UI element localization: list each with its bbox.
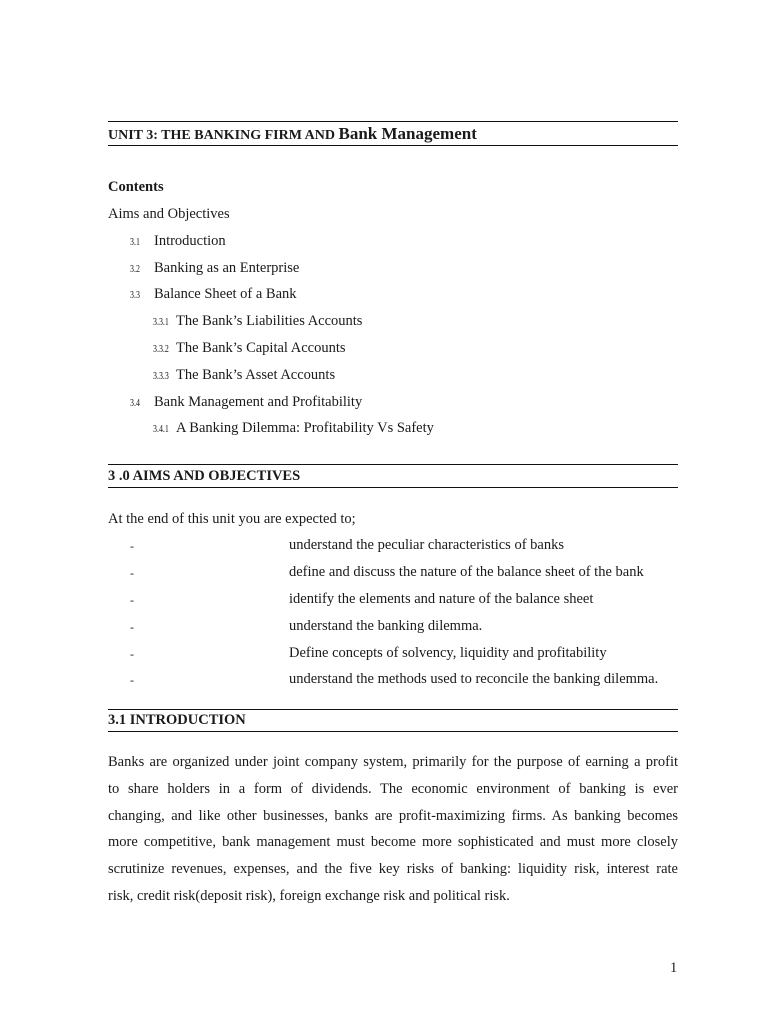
title-rule-bottom [108,145,678,146]
contents-aims: Aims and Objectives [108,206,230,222]
bullet-dash: - [130,620,134,634]
bullet-dash: - [130,647,134,661]
objective-item: understand the banking dilemma. [289,618,483,634]
toc-label: A Banking Dilemma: Profitability Vs Safety [176,420,434,436]
toc-label: Banking as an Enterprise [154,260,300,276]
toc-item [130,232,144,251]
bullet-dash: - [130,673,134,687]
title-rule-top [108,121,678,122]
toc-item [130,285,144,304]
intro-paragraph [108,749,678,910]
aims-rule-top [108,464,678,465]
objective-item: define and discuss the nature of the balance sheet of the bank [289,564,644,580]
toc-number: 3.4.1 [153,423,169,435]
aims-heading: 3 .0 AIMS AND OBJECTIVES [108,468,301,484]
toc-number: 3.3.3 [153,370,169,382]
toc-number: 3.2 [130,263,140,275]
page-number: 1 [670,960,678,976]
unit-title-part1: UNIT 3: THE BANKING FIRM AND [108,128,339,143]
toc-number: 3.1 [130,236,140,248]
toc-label: The Bank’s Asset Accounts [176,367,336,383]
toc-number: 3.3.1 [153,316,169,328]
bullet-dash: - [130,593,134,607]
paragraph-line: more competitive, bank management must become more sophisticated and must more closely [108,834,678,851]
toc-item [130,393,144,412]
bullet-dash: - [130,539,134,553]
toc-label: The Bank’s Capital Accounts [176,340,346,356]
bullet-dash: - [130,566,134,580]
toc-label: Balance Sheet of a Bank [154,286,297,302]
unit-title-part2: Bank Management [338,124,477,143]
objective-item: Define concepts of solvency, liquidity and profitability [289,645,607,661]
toc-label: The Bank’s Liabilities Accounts [176,313,363,329]
intro-rule-bottom [108,731,678,732]
paragraph-line: risk, credit risk(deposit risk), foreign exchange risk and political risk. [108,887,510,904]
toc-number: 3.4 [130,397,140,409]
toc-item [153,339,175,358]
paragraph-line: to share holders in a form of dividends. The economic environment of banking is ever [108,780,678,797]
unit-title [108,125,477,145]
toc-number: 3.3.2 [153,343,169,355]
toc-item [153,366,175,385]
toc-item [153,419,175,438]
toc-item [153,312,175,331]
toc-number: 3.3 [130,289,140,301]
toc-item [130,259,144,278]
intro-heading: 3.1 INTRODUCTION [108,712,246,728]
objective-item: understand the peculiar characteristics of banks [289,537,564,553]
intro-rule-top [108,709,678,710]
aims-rule-bottom [108,487,678,488]
paragraph-line: Banks are organized under joint company system, primarily for the purpose of earning a profit [108,754,678,770]
aims-intro: At the end of this unit you are expected to; [108,511,356,527]
paragraph-line: changing, and like other businesses, banks are profit-maximizing firms. As banking becomes [108,807,678,824]
paragraph-line: scrutinize revenues, expenses, and the five key risks of banking: liquidity risk, interest rate [108,861,678,878]
toc-label: Bank Management and Profitability [154,394,363,410]
objective-item: identify the elements and nature of the balance sheet [289,591,594,607]
objective-item: understand the methods used to reconcile the banking dilemma. [289,671,659,687]
toc-label: Introduction [154,233,226,249]
contents-heading: Contents [108,179,164,195]
